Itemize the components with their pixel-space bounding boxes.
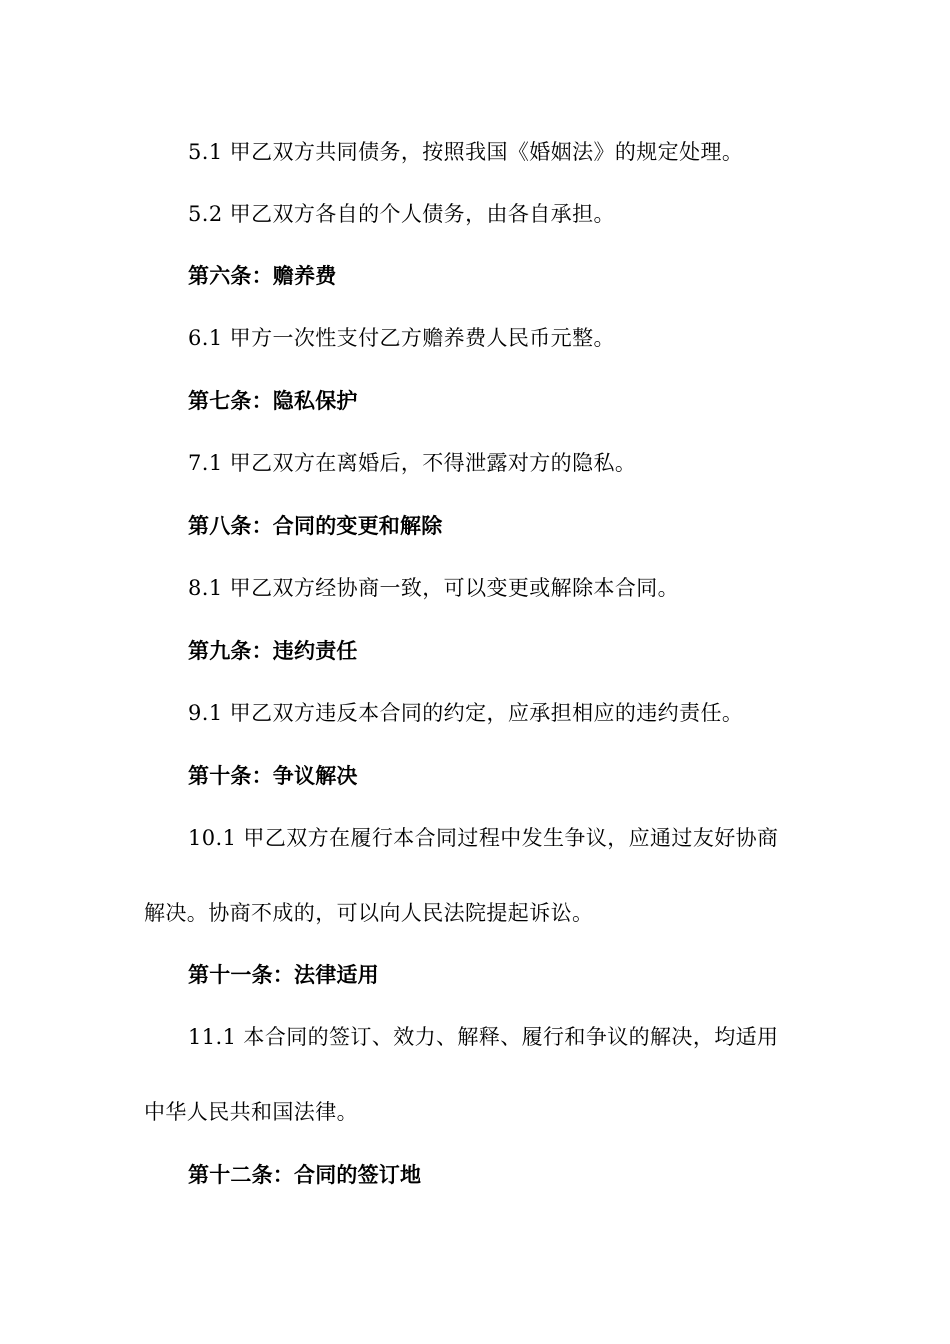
article-9-heading: 第九条：违约责任 [188,639,358,663]
article-8-heading: 第八条：合同的变更和解除 [188,514,443,538]
article-7-heading: 第七条：隐私保护 [188,389,358,413]
clause-10-1-line-1: 10.1 甲乙双方在履行本合同过程中发生争议，应通过友好协商 [188,826,779,850]
article-12-heading: 第十二条：合同的签订地 [188,1163,422,1187]
clause-6-1: 6.1 甲方一次性支付乙方赡养费人民币元整。 [188,326,615,350]
article-6-heading: 第六条：赡养费 [188,264,337,288]
clause-8-1: 8.1 甲乙双方经协商一致，可以变更或解除本合同。 [188,576,680,600]
clause-7-1: 7.1 甲乙双方在离婚后，不得泄露对方的隐私。 [188,451,637,475]
clause-11-1-line-2: 中华人民共和国法律。 [144,1100,358,1124]
clause-10-1-line-2: 解决。协商不成的，可以向人民法院提起诉讼。 [144,901,594,925]
clause-5-1: 5.1 甲乙双方共同债务，按照我国《婚姻法》的规定处理。 [188,140,744,164]
article-10-heading: 第十条：争议解决 [188,764,358,788]
clause-9-1: 9.1 甲乙双方违反本合同的约定，应承担相应的违约责任。 [188,701,744,725]
clause-11-1-line-1: 11.1 本合同的签订、效力、解释、履行和争议的解决，均适用 [188,1025,779,1049]
article-11-heading: 第十一条：法律适用 [188,963,379,987]
clause-5-2: 5.2 甲乙双方各自的个人债务，由各自承担。 [188,202,615,226]
